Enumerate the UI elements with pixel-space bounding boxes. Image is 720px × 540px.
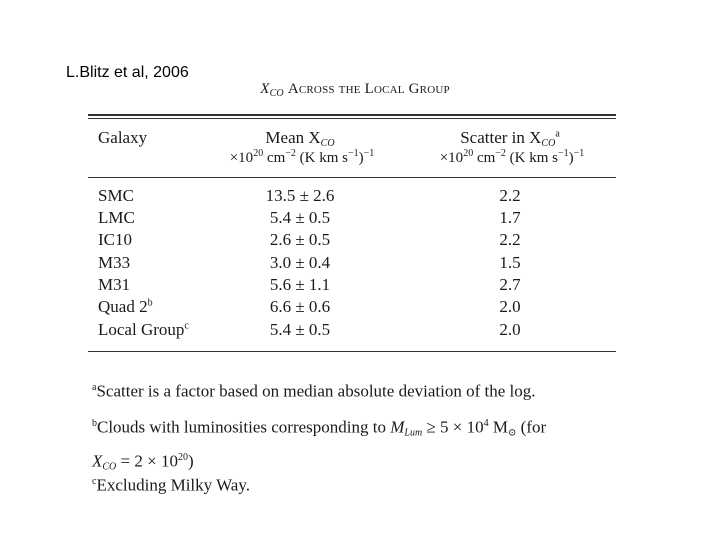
footnote-mark: c [92, 476, 97, 487]
scatter-cell: 2.7 [499, 275, 521, 294]
author-credit: L.Blitz et al, 2006 [66, 64, 189, 81]
top-rule [88, 114, 616, 116]
footnote-text: Scatter is a factor based on median absolute deviation of the log. [96, 381, 536, 401]
caption-symbol-subscript: CO [269, 88, 284, 99]
header-scatter-subscript: CO [541, 138, 556, 149]
footnote-mark: b [92, 418, 97, 429]
mean-cell: 5.4 ± 0.5 [269, 320, 331, 339]
caption-text: Across the Local Group [287, 81, 450, 97]
header-galaxy: Galaxy [98, 128, 148, 147]
header-scatter-prefix: Scatter in X [460, 128, 542, 147]
footnote-a [92, 376, 632, 404]
scatter-cell: 2.2 [499, 230, 521, 249]
footnote-c [92, 470, 632, 498]
unit-part: ) [358, 150, 364, 166]
unit-part: ×10 [439, 150, 464, 166]
unit-exp: −1 [573, 148, 585, 159]
mean-cell: 5.6 ± 1.1 [269, 275, 331, 294]
header-scatter [440, 128, 580, 149]
header-scatter-units [414, 148, 610, 167]
galaxy-cell: Local Group$^c$ [98, 320, 189, 339]
mean-cell: 6.6 ± 0.6 [269, 297, 331, 316]
scatter-cell: 1.5 [499, 253, 521, 272]
footnote-text: Excluding Milky Way. [96, 475, 250, 495]
header-rule [88, 177, 616, 178]
header-mean-units [204, 148, 400, 167]
unit-part: ×10 [229, 150, 254, 166]
unit-exp: 20 [253, 148, 264, 159]
scatter-cell: 2.0 [499, 297, 521, 316]
unit-exp: −1 [558, 148, 569, 159]
unit-exp: 20 [463, 148, 474, 159]
scatter-cell: 2.2 [499, 186, 521, 205]
table-row [0, 230, 720, 252]
table-row [0, 320, 720, 342]
mean-cell: 13.5 ± 2.6 [265, 186, 335, 205]
galaxy-cell: SMC [98, 186, 134, 205]
mean-cell: 2.6 ± 0.5 [269, 230, 331, 249]
footnote-mark: a [92, 382, 97, 393]
galaxy-cell: M31 [98, 275, 131, 294]
table-row [0, 253, 720, 275]
bottom-rule [88, 351, 616, 352]
header-mean [230, 128, 370, 149]
header-scatter-note-mark: a [555, 128, 560, 140]
table-row [0, 186, 720, 208]
galaxy-cell: LMC [98, 208, 135, 227]
galaxy-cell: Quad 2$^b$ [98, 297, 153, 316]
mean-cell: 5.4 ± 0.5 [269, 208, 331, 227]
unit-part: cm [263, 150, 286, 166]
top-rule-inner [88, 118, 616, 119]
caption-symbol: X [260, 81, 270, 97]
header-mean-subscript: CO [320, 138, 335, 149]
unit-part: (K km s [295, 150, 348, 166]
unit-exp: −1 [363, 148, 375, 159]
scatter-cell: 1.7 [499, 208, 521, 227]
unit-exp: −2 [285, 148, 296, 159]
table-row [0, 208, 720, 230]
table-row [0, 275, 720, 297]
unit-part: ) [568, 150, 574, 166]
header-mean-prefix: Mean X [265, 128, 321, 147]
galaxy-cell: M33 [98, 253, 131, 272]
footnote-b: $^b$Clouds with luminosities corresponding to $M_{Lum} \ge 5 \times 10^4$ $M_⊙$ (for $X_{CO} = 2 \times 10^{20}$) [92, 417, 547, 473]
galaxy-cell: IC10 [98, 230, 132, 249]
table-caption [230, 81, 480, 99]
unit-part: cm [473, 150, 496, 166]
unit-exp: −1 [348, 148, 359, 159]
scatter-cell: 2.0 [499, 320, 521, 339]
table-row [0, 297, 720, 319]
unit-part: (K km s [505, 150, 558, 166]
mean-cell: 3.0 ± 0.4 [269, 253, 331, 272]
unit-exp: −2 [495, 148, 506, 159]
